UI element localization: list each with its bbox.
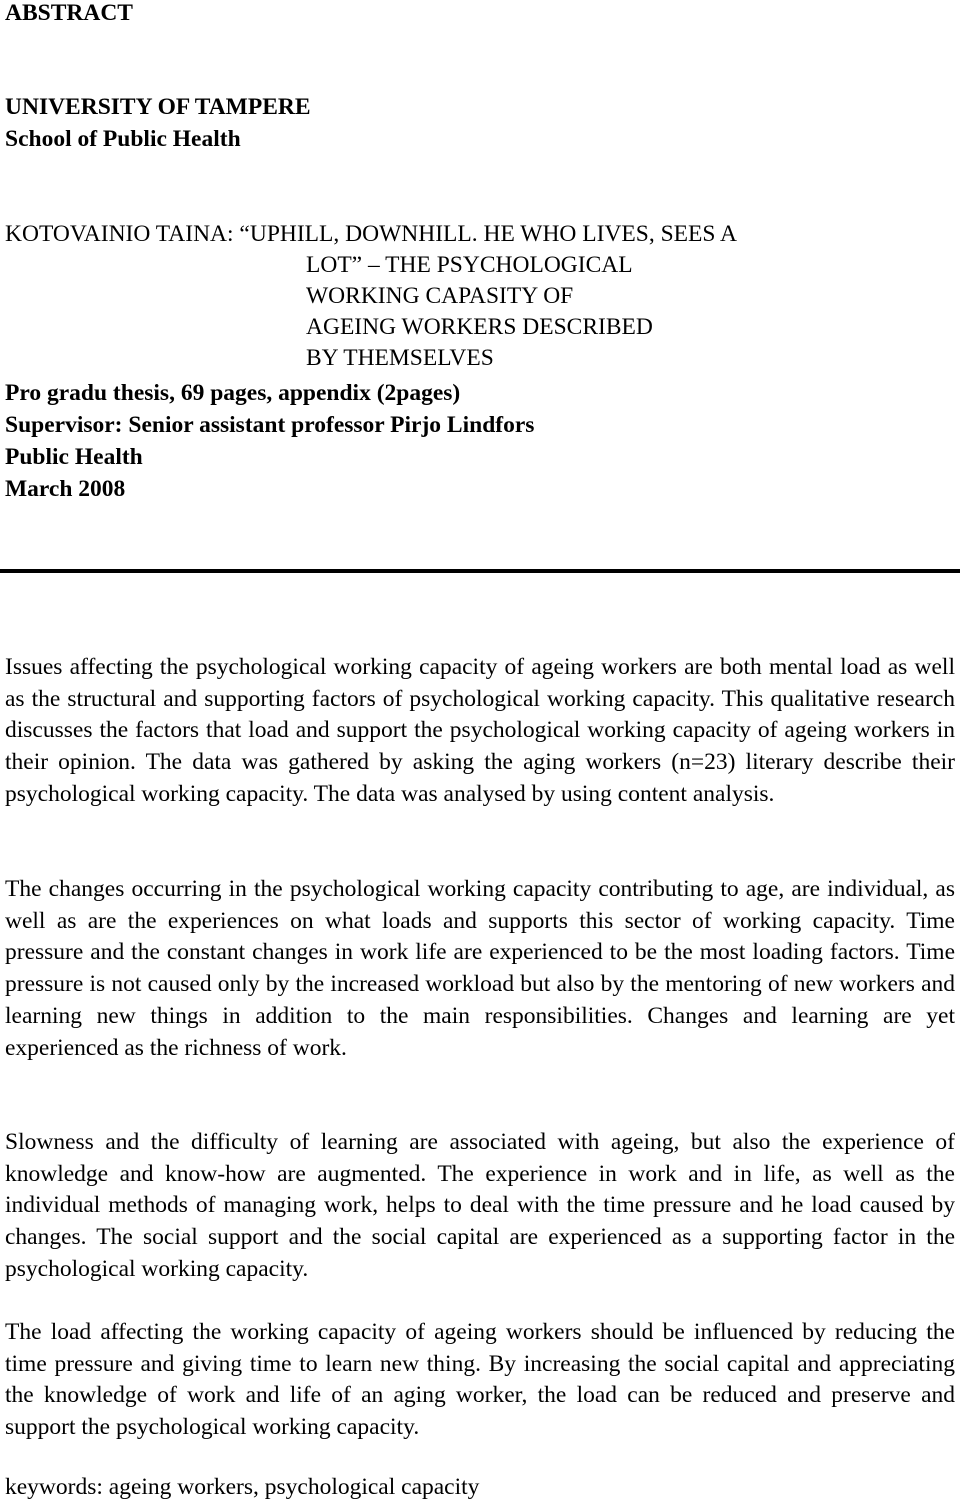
thesis-title-line1: KOTOVAINIO TAINA: “UPHILL, DOWNHILL. HE WHO LIVES, SEES A — [5, 221, 737, 247]
thesis-title — [5, 219, 955, 374]
school-name: School of Public Health — [5, 126, 241, 152]
thesis-subject: Public Health — [5, 444, 143, 470]
thesis-supervisor: Supervisor: Senior assistant professor Pirjo Lindfors — [5, 412, 535, 438]
horizontal-divider — [0, 569, 960, 573]
thesis-title-rest: LOT” – THE PSYCHOLOGICAL WORKING CAPASITY OF AGEING WORKERS DESCRIBED BY THEMSELVES — [306, 252, 653, 371]
abstract-paragraph-3: Slowness and the difficulty of learning are associated with ageing, but also the experience of knowledge and know-how are augmented. The experience in work and in life, as well as the individual methods of managing work, helps to deal with the time pressure and he load caused by changes. The social support and the social capital are experienced as a supporting factor in the psychological working capacity. — [5, 1129, 955, 1282]
abstract-heading: ABSTRACT — [5, 0, 133, 26]
thesis-meta — [5, 377, 534, 505]
abstract-paragraph-2: The changes occurring in the psychological working capacity contributing to age, are individual, as well as are the experiences on what loads and supports this sector of working capacity. Time pressure and the constant changes in work life are experienced to be the most loading factors. Time pressure is not caused only by the increased workload but also by the mentoring of new workers and learning new things in addition to the main responsibilities. Changes and learning are yet experienced as the richness of work. — [5, 876, 955, 1061]
abstract-paragraph-4: The load affecting the working capacity of ageing workers should be influenced by reducing the time pressure and giving time to learn new thing. By increasing the social capital and appreciating the knowledge of work and life of an aging worker, the load can be reduced and preserve and support the psychological working capacity. — [5, 1319, 955, 1441]
abstract-paragraph-1: Issues affecting the psychological working capacity of ageing workers are both mental load as well as the structural and supporting factors of psychological working capacity. This qualitative research discusses the factors that load and support the psychological working capacity of ageing workers in their opinion. The data was gathered by asking the aging workers (n=23) literary describe their psychological working capacity. The data was analysed by using content analysis. — [5, 654, 955, 807]
keywords: keywords: ageing workers, psychological capacity — [5, 1474, 480, 1500]
thesis-pages: Pro gradu thesis, 69 pages, appendix (2pages) — [5, 380, 461, 406]
thesis-date: March 2008 — [5, 476, 126, 502]
university-name: UNIVERSITY OF TAMPERE — [5, 94, 311, 120]
